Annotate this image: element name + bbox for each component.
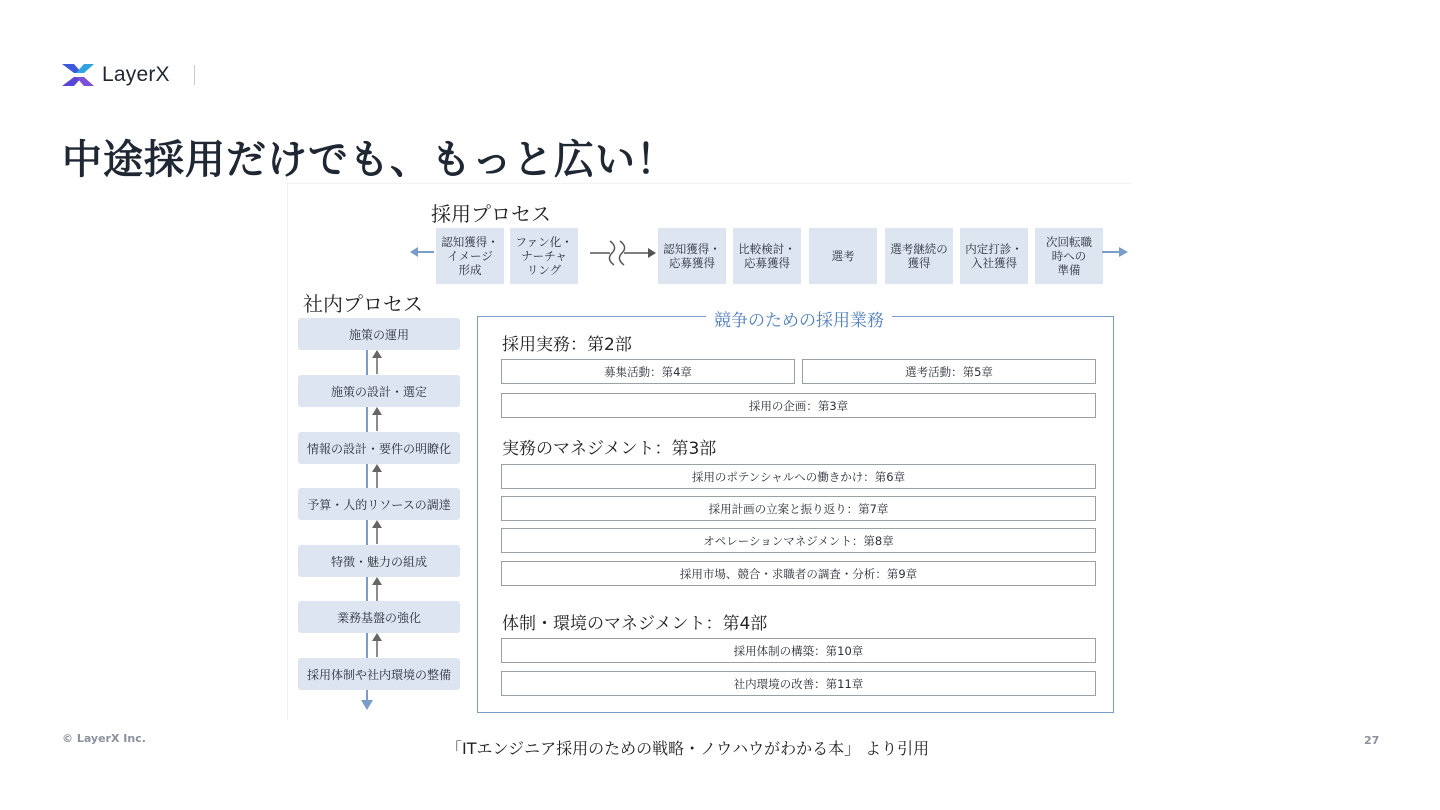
page-title: 中途採用だけでも、もっと広い！	[62, 137, 677, 183]
section-title: 体制・環境のマネジメント：第4部	[502, 614, 768, 634]
arrow-up-icon	[370, 407, 384, 431]
page-number: 27	[1364, 734, 1380, 747]
recruitment-figure	[287, 183, 1132, 720]
chapter-box: 選考活動：第5章	[802, 359, 1096, 384]
chapter-box: 採用のポテンシャルへの働きかけ：第6章	[501, 464, 1096, 489]
chapter-box: 採用の企画：第3章	[501, 393, 1096, 418]
frame-title: 競争のための採用業務	[706, 306, 892, 331]
arrow-down-icon	[361, 696, 373, 710]
arrow-up-icon	[370, 520, 384, 544]
chapter-box: オペレーションマネジメント：第8章	[501, 528, 1096, 553]
internal-step: 採用体制や社内環境の整備	[298, 658, 460, 690]
arrow-left-icon	[410, 246, 434, 258]
process-step: 比較検討・ 応募獲得	[733, 228, 801, 284]
timeskip-wave-icon	[588, 237, 658, 269]
chapter-box: 採用計画の立案と振り返り：第7章	[501, 496, 1096, 521]
internal-step: 予算・人的リソースの調達	[298, 488, 460, 520]
process-step: 次回転職 時への 準備	[1035, 228, 1103, 284]
internal-step: 施策の設計・選定	[298, 375, 460, 407]
arrow-up-icon	[370, 577, 384, 601]
logo-text: LayerX	[102, 63, 170, 86]
arrow-right-icon	[1102, 246, 1128, 258]
internal-step: 業務基盤の強化	[298, 601, 460, 633]
copyright: © LayerX Inc.	[62, 732, 146, 745]
section-title: 実務のマネジメント：第3部	[502, 439, 717, 459]
chapter-box: 募集活動：第4章	[501, 359, 795, 384]
arrow-up-icon	[370, 464, 384, 488]
process-step: 選考	[809, 228, 877, 284]
process-title: 採用プロセス	[431, 202, 551, 226]
process-step: 認知獲得・ 応募獲得	[658, 228, 726, 284]
arrow-up-icon	[370, 633, 384, 657]
chapter-box: 採用市場、競合・求職者の調査・分析：第9章	[501, 561, 1096, 586]
process-step: ファン化・ ナーチャ リング	[510, 228, 578, 284]
chapter-box: 社内環境の改善：第11章	[501, 671, 1096, 696]
layerx-logo	[62, 60, 195, 90]
citation: 「ITエンジニア採用のための戦略・ノウハウがわかる本」 より引用	[446, 739, 930, 758]
internal-step: 施策の運用	[298, 318, 460, 350]
process-step: 選考継続の 獲得	[885, 228, 953, 284]
internal-step: 情報の設計・要件の明瞭化	[298, 432, 460, 464]
section-title: 採用実務：第2部	[502, 335, 632, 355]
process-step: 認知獲得・ イメージ 形成	[436, 228, 504, 284]
chapter-box: 採用体制の構築：第10章	[501, 638, 1096, 663]
competitive-recruiting-frame	[477, 311, 1114, 713]
process-step: 内定打診・ 入社獲得	[960, 228, 1028, 284]
layerx-logo-icon	[62, 60, 96, 90]
internal-step: 特徴・魅力の組成	[298, 545, 460, 577]
arrow-up-icon	[370, 350, 384, 374]
logo-divider	[194, 65, 195, 85]
internal-process-title: 社内プロセス	[303, 292, 423, 316]
